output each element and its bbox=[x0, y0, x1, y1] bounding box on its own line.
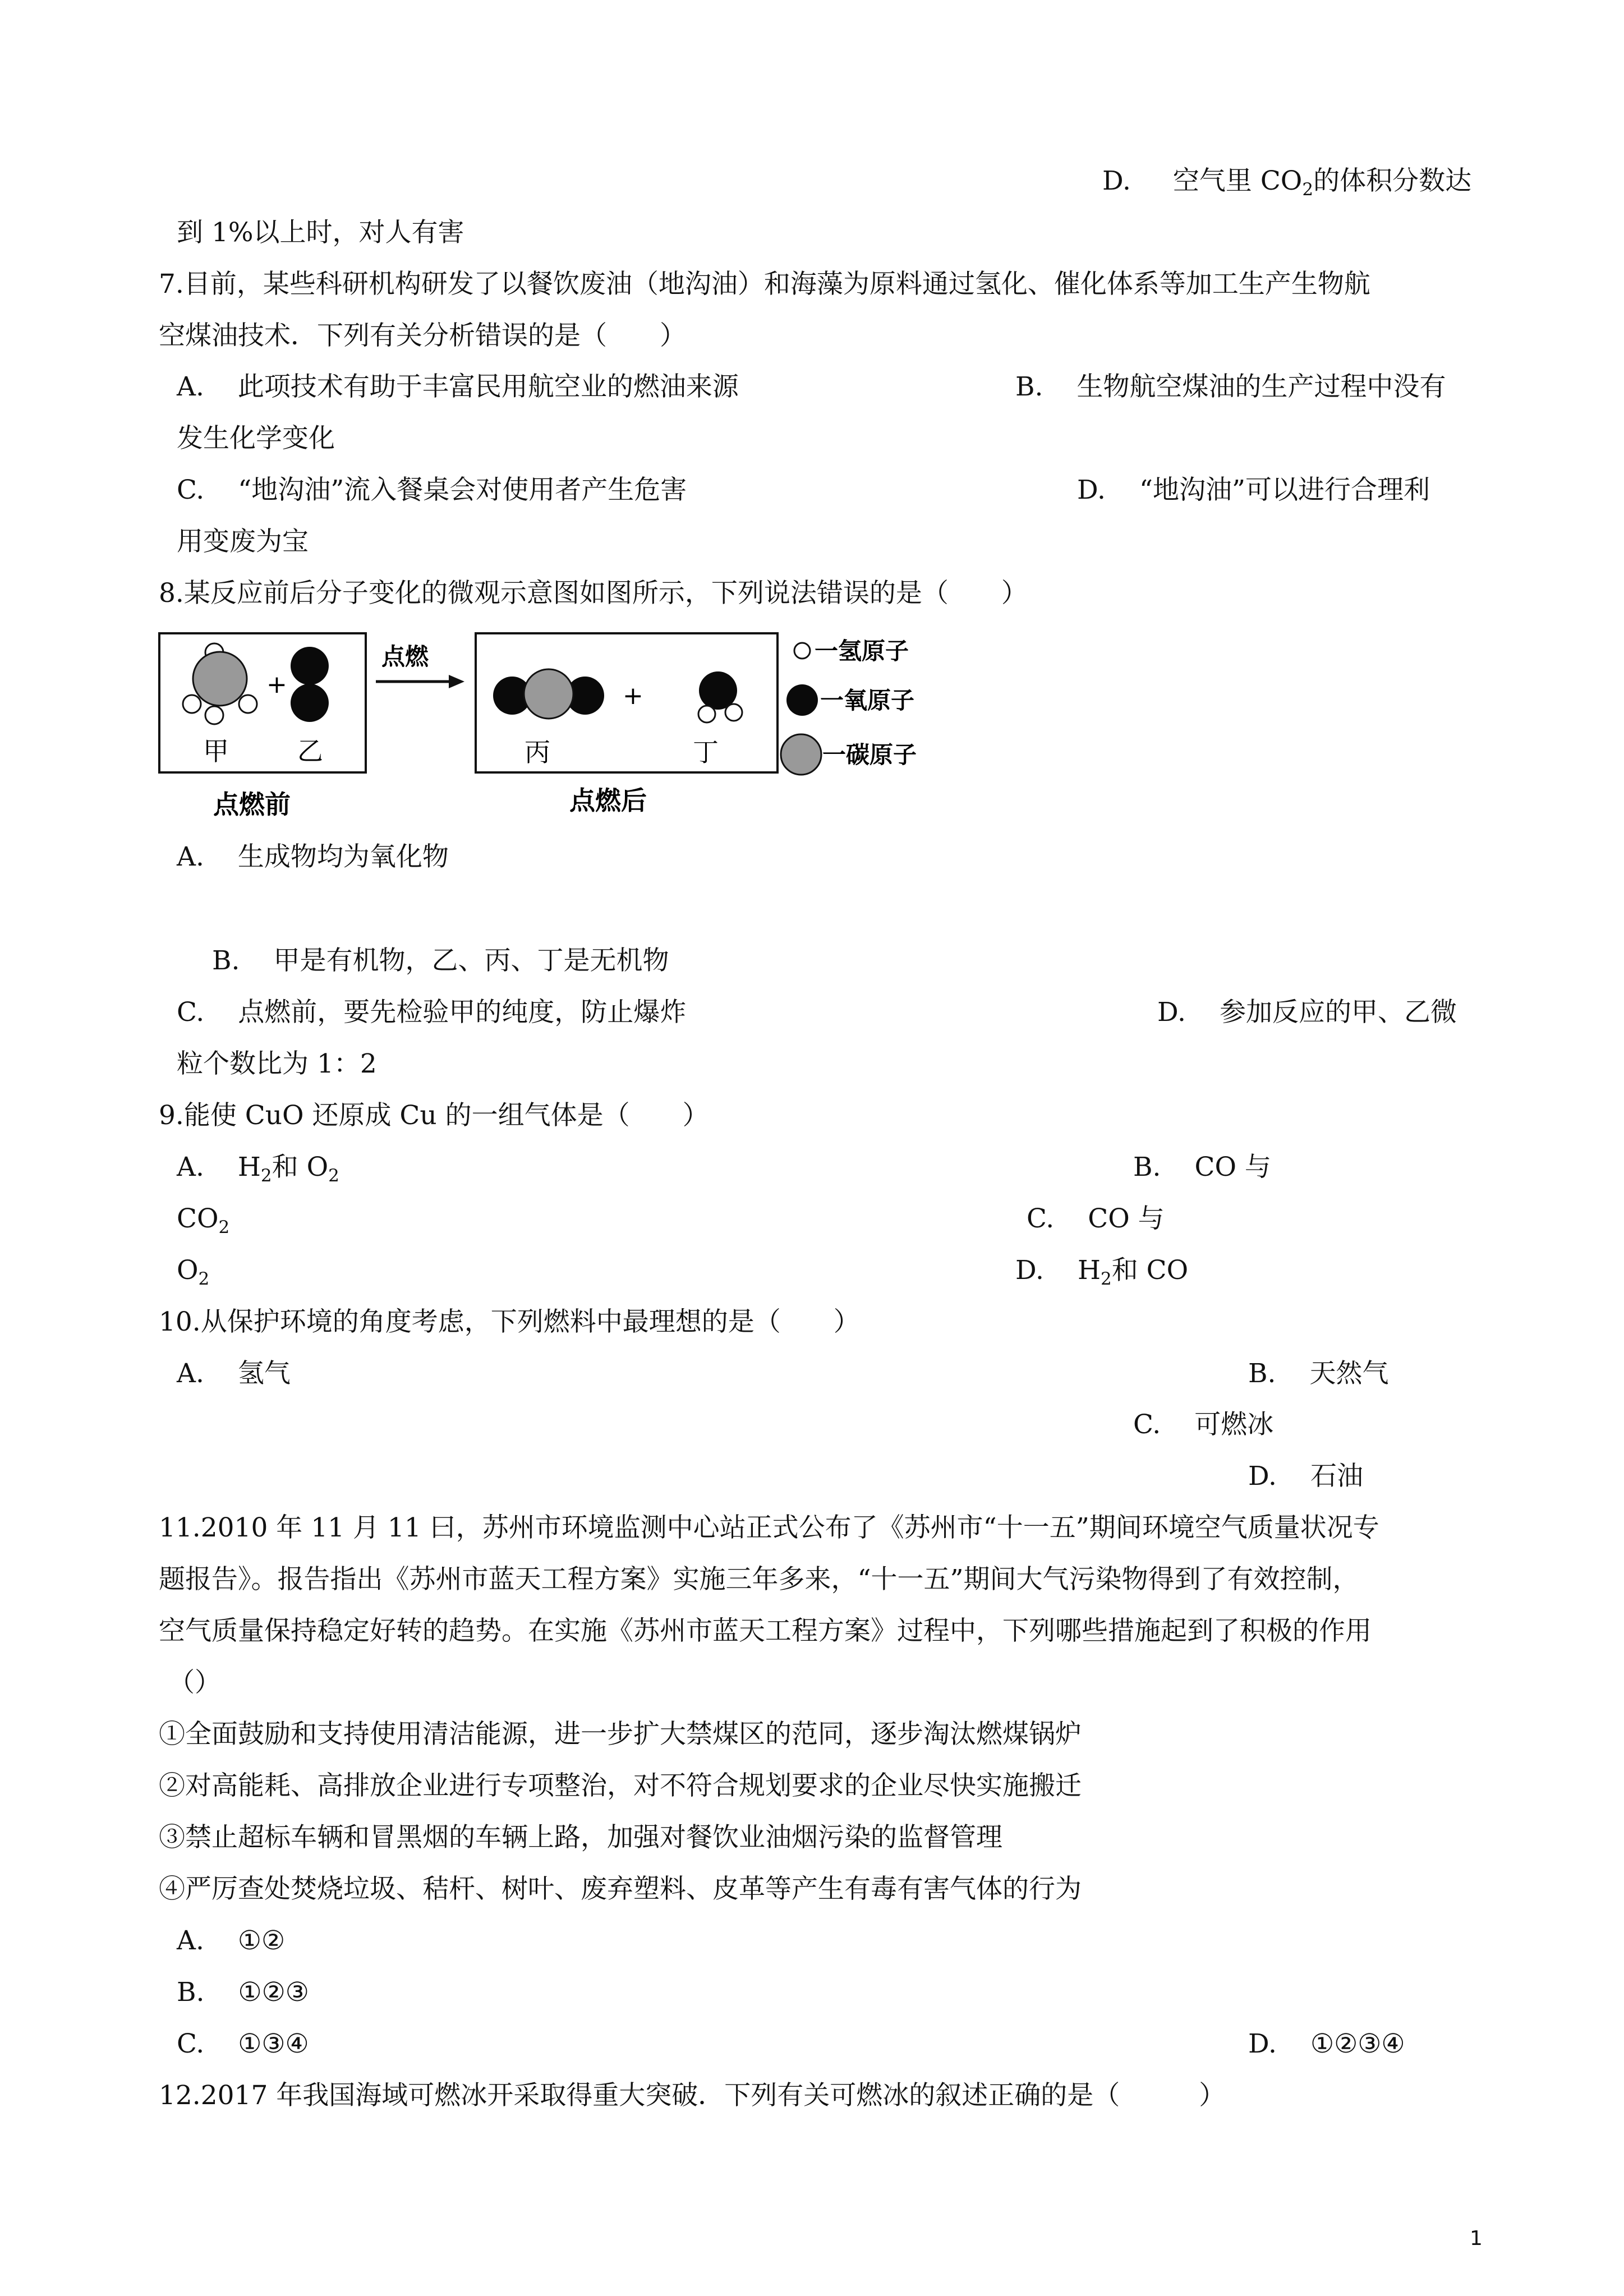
q11-option-c: C. ①③④ bbox=[177, 2028, 309, 2059]
legend-carbon-icon bbox=[781, 734, 821, 775]
q9-option-c-continued: $O_2$ bbox=[177, 1255, 210, 1289]
label-ding: 丁 bbox=[693, 737, 719, 767]
q11-option-a: A. ①② bbox=[177, 1925, 286, 1956]
q9-option-a: A. $H_2$和 $O_2$ bbox=[177, 1152, 339, 1186]
page-number: 1 bbox=[1470, 2227, 1483, 2250]
carbon-atom bbox=[524, 669, 573, 719]
legend-hydrogen-label: 一氢原子 bbox=[815, 637, 909, 665]
q7-option-a: A. 此项技术有助于丰富民用航空业的燃油来源 bbox=[177, 371, 739, 402]
q7-stem-line2: 空煤油技术．下列有关分析错误的是（ ） bbox=[159, 320, 686, 351]
q9-option-c: C. CO 与 bbox=[1027, 1203, 1165, 1234]
legend-oxygen-label: 一氧原子 bbox=[820, 687, 915, 714]
q8-option-d-continued: 粒个数比为 1：2 bbox=[177, 1048, 377, 1079]
q6-option-d-text: 空气里 $CO_2$的体积分数达 bbox=[1172, 165, 1472, 200]
reaction-diagram bbox=[157, 620, 931, 827]
q11-item-2: ②对高能耗、高排放企业进行专项整治，对不符合规划要求的企业尽快实施搬迁 bbox=[159, 1770, 1082, 1801]
q8-option-a: A. 生成物均为氧化物 bbox=[177, 841, 449, 872]
q11-option-d: D. ①②③④ bbox=[1248, 2028, 1405, 2059]
hydrogen-atom bbox=[183, 695, 201, 713]
q10-stem: 10.从保护环境的角度考虑，下列燃料中最理想的是（ ） bbox=[159, 1306, 860, 1337]
q11-item-3: ③禁止超标车辆和冒黑烟的车辆上路，加强对餐饮业油烟污染的监督管理 bbox=[159, 1822, 1002, 1853]
hydrogen-atom bbox=[725, 704, 742, 721]
label-yi: 乙 bbox=[297, 736, 323, 766]
q10-option-b: B. 天然气 bbox=[1248, 1358, 1389, 1389]
q11-item-1: ①全面鼓励和支持使用清洁能源，进一步扩大禁煤区的范同，逐步淘汰燃煤锅炉 bbox=[159, 1719, 1082, 1750]
legend-oxygen-icon bbox=[786, 684, 818, 716]
plus-sign-before: + bbox=[266, 670, 287, 699]
q9-option-d: D. $H_2$和 CO bbox=[1015, 1255, 1189, 1289]
q11-stem-line4: （） bbox=[168, 1667, 221, 1698]
q11-stem-line3: 空气质量保持稳定好转的趋势。在实施《苏州市蓝天工程方案》过程中，下列哪些措施起到了积极的作用 bbox=[159, 1616, 1372, 1646]
q11-option-b: B. ①②③ bbox=[177, 1977, 309, 2008]
q8-option-b: B. 甲是有机物，乙、丙、丁是无机物 bbox=[212, 945, 669, 976]
oxygen-molecule bbox=[291, 647, 329, 722]
hydrogen-atom bbox=[698, 706, 715, 723]
q7-option-b-continued: 发生化学变化 bbox=[177, 423, 335, 454]
hydrogen-atom bbox=[205, 706, 223, 724]
carbon-dioxide-molecule bbox=[493, 669, 604, 719]
caption-before: 点燃前 bbox=[213, 789, 291, 820]
q8-stem: 8.某反应前后分子变化的微观示意图如图所示，下列说法错误的是（ ） bbox=[159, 578, 1028, 609]
arrow-label: 点燃 bbox=[381, 643, 429, 670]
plus-sign-after: + bbox=[623, 682, 643, 710]
legend-carbon-label: 一碳原子 bbox=[822, 741, 917, 769]
q7-option-b: B. 生物航空煤油的生产过程中没有 bbox=[1015, 371, 1446, 402]
arrow-head-icon bbox=[449, 675, 464, 688]
q12-stem: 12.2017 年我国海域可燃冰开采取得重大突破．下列有关可燃冰的叙述正确的是（ ） bbox=[159, 2080, 1226, 2111]
water-molecule bbox=[698, 671, 742, 723]
q11-stem-line1: 11.2010 年 11 月 11 曰，苏州市环境监测中心站正式公布了《苏州市“十一五”期间环境空气质量状况专 bbox=[159, 1512, 1379, 1543]
q6-option-d-label: D. bbox=[1102, 165, 1131, 196]
q7-option-d: D. “地沟油”可以进行合理利 bbox=[1077, 475, 1430, 505]
q7-option-d-continued: 用变废为宝 bbox=[177, 526, 309, 557]
q11-item-4: ④严厉查处焚烧垃圾、秸杆、树叶、废弃塑料、皮革等产生有毒有害气体的行为 bbox=[159, 1874, 1082, 1904]
q7-option-c: C. “地沟油”流入餐桌会对使用者产生危害 bbox=[177, 475, 687, 505]
q10-option-a: A. 氢气 bbox=[177, 1358, 291, 1389]
oxygen-atom bbox=[291, 684, 329, 722]
oxygen-atom bbox=[291, 647, 329, 685]
label-bing: 丙 bbox=[525, 737, 550, 767]
q8-option-d: D. 参加反应的甲、乙微 bbox=[1157, 997, 1457, 1028]
hydrogen-atom bbox=[239, 695, 257, 713]
carbon-atom bbox=[193, 652, 247, 706]
legend-hydrogen-icon bbox=[794, 643, 810, 659]
q9-option-b: B. CO 与 bbox=[1133, 1152, 1271, 1182]
q8-option-c: C. 点燃前，要先检验甲的纯度，防止爆炸 bbox=[177, 997, 687, 1028]
q9-option-b-continued: $CO_2$ bbox=[177, 1203, 230, 1237]
q9-stem: 9.能使 CuO 还原成 Cu 的一组气体是（ ） bbox=[159, 1100, 709, 1131]
label-jia: 甲 bbox=[203, 736, 229, 766]
q6-option-d-continued: 到 1%以上时，对人有害 bbox=[177, 217, 464, 248]
q10-option-c: C. 可燃冰 bbox=[1133, 1409, 1274, 1440]
q7-stem-line1: 7.目前，某些科研机构研发了以餐饮废油（地沟油）和海藻为原料通过氢化、催化体系等加工生产生物航 bbox=[159, 269, 1370, 300]
methane-molecule bbox=[183, 643, 257, 724]
caption-after: 点燃后 bbox=[569, 785, 647, 816]
q11-stem-line2: 题报告》。报告指出《苏州市蓝天工程方案》实施三年多来，“十一五”期间大气污染物得到了有效控制， bbox=[159, 1564, 1359, 1595]
q10-option-d: D. 石油 bbox=[1248, 1461, 1363, 1492]
q6-option-d bbox=[1102, 164, 1471, 198]
